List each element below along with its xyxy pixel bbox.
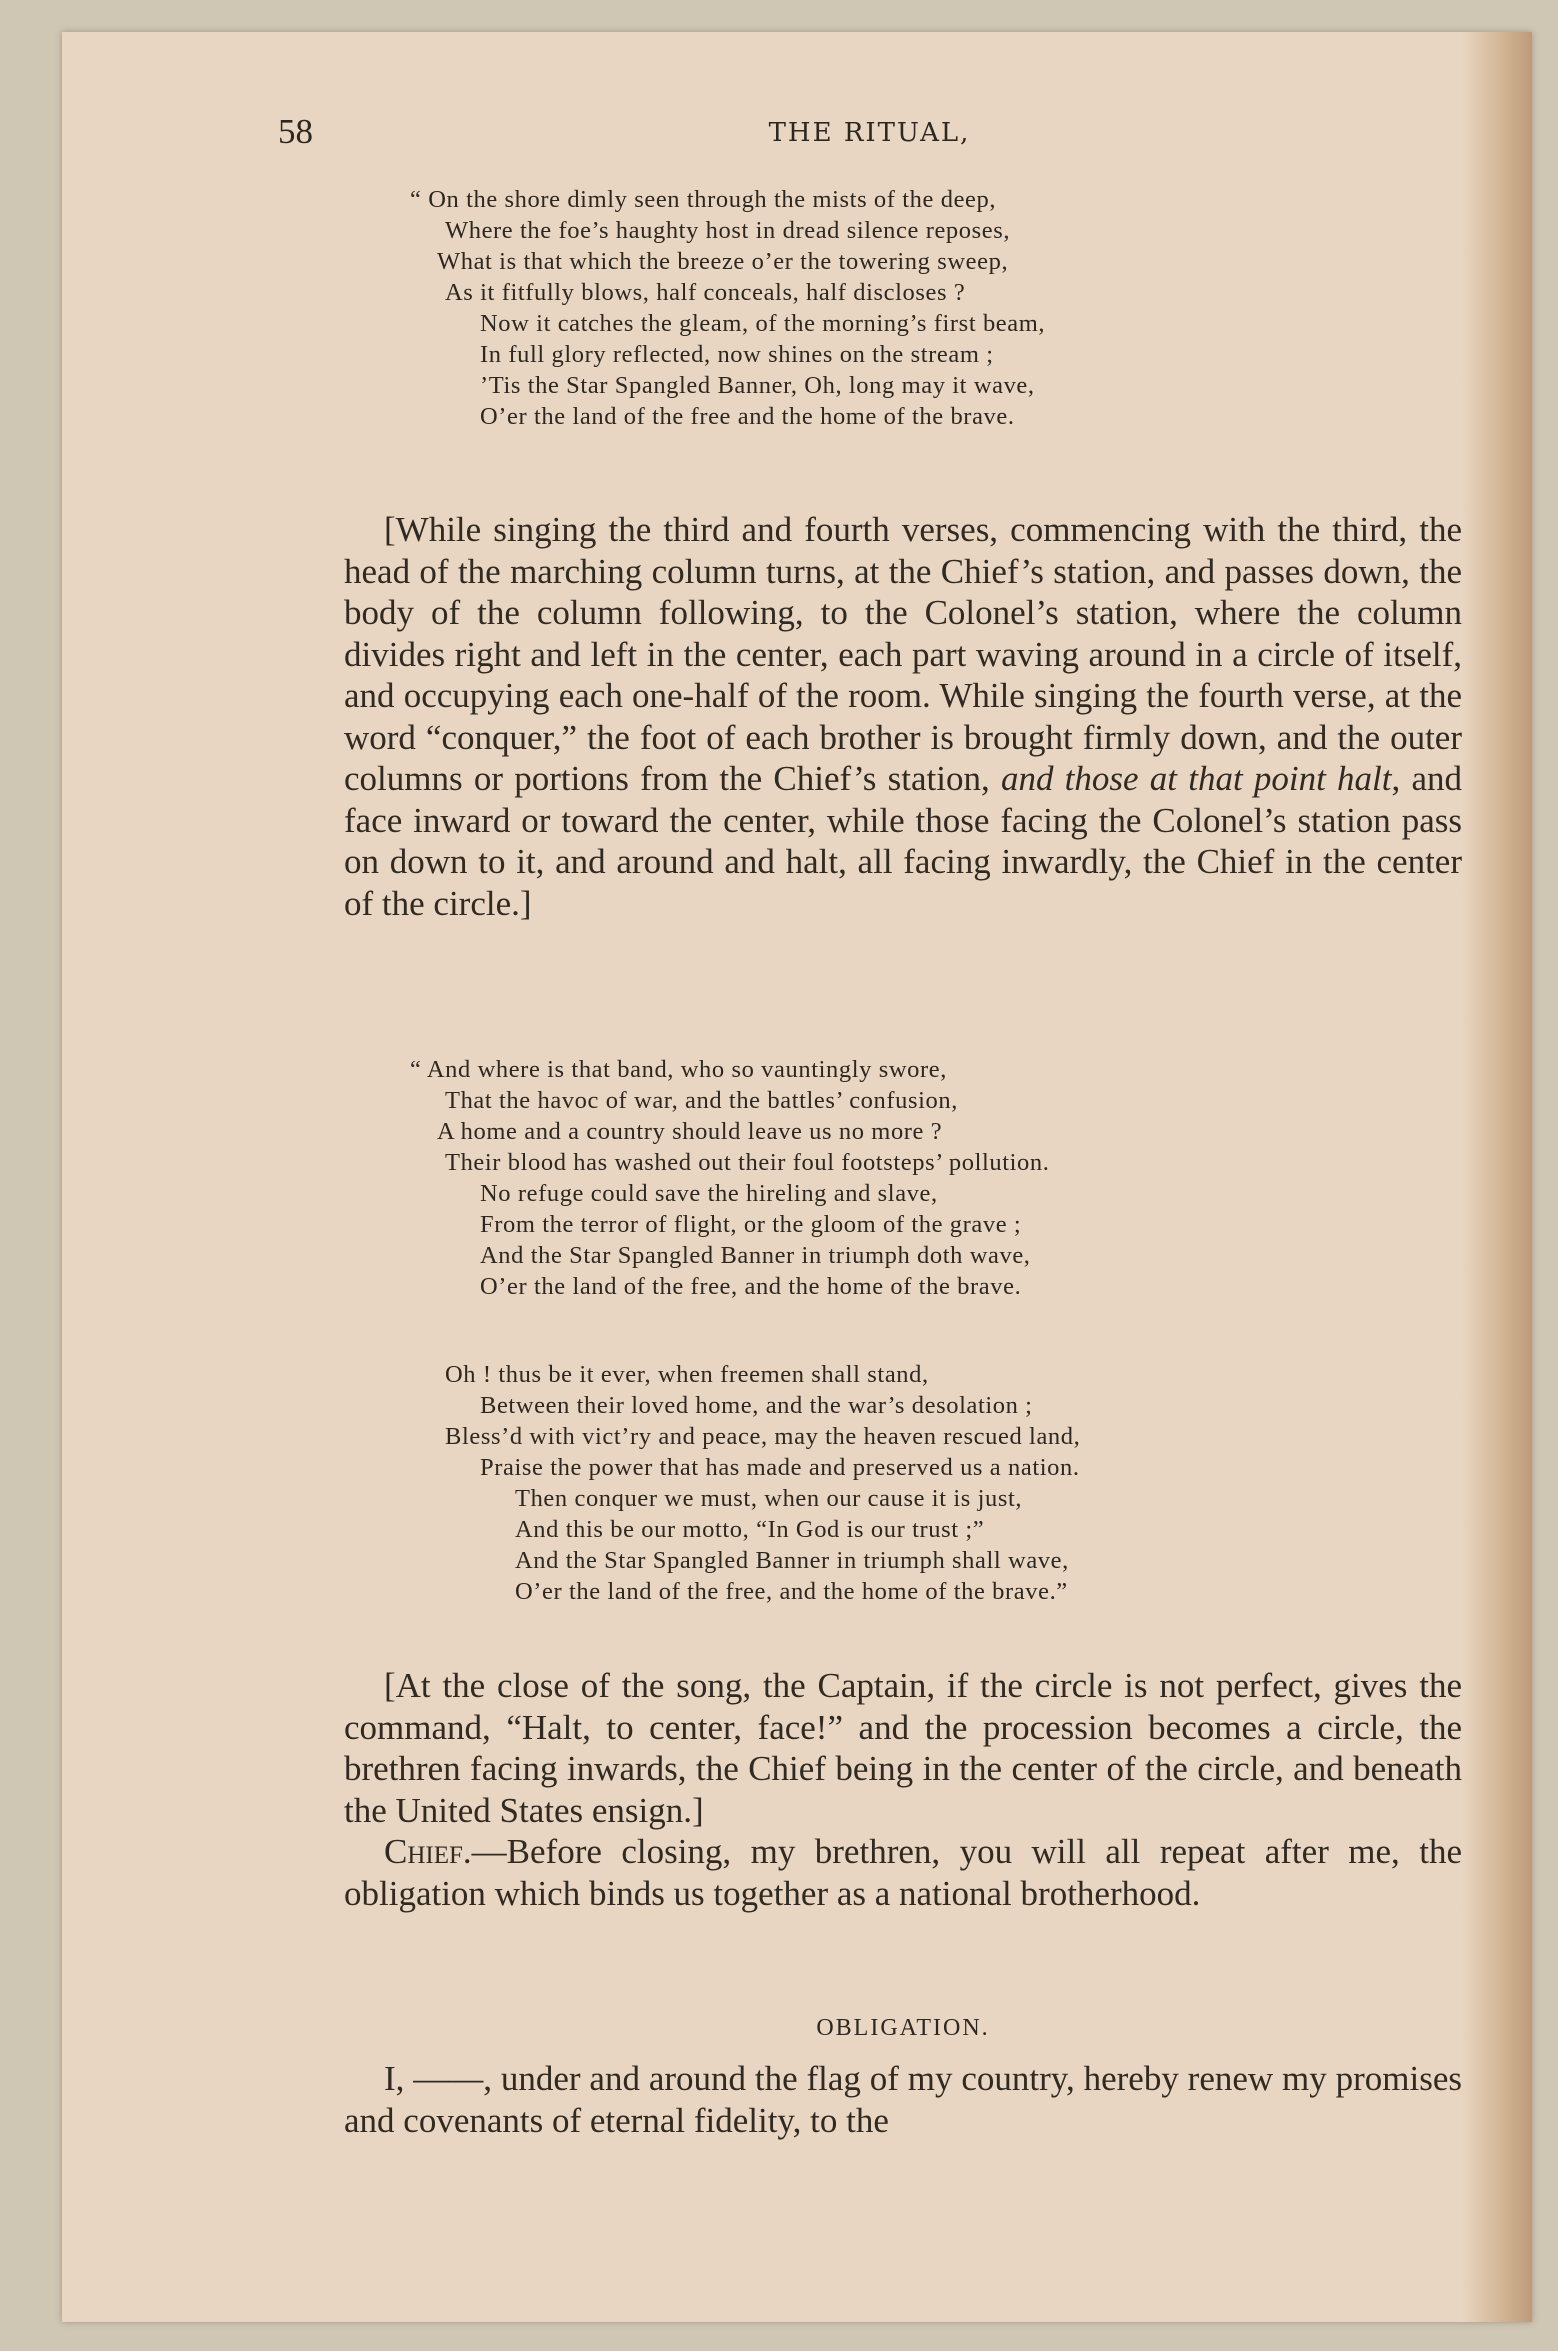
paragraph-text: [While singing the third and fourth verses, commencing with the third, the head of the marching column turns, at the Chief’s station, and passes down, the body of the column following, to the Colonel’s station, where the column divides right and left in the center, each part waving around in a circle of itself, and occupying each one-half of the room. While singing the fourth verse, at the word “conquer,” the foot of each brother is brought firmly down, and the outer columns or portions from the Chief’s station, <box>344 510 1462 798</box>
paragraph: [At the close of the song, the Captain, if the circle is not perfect, gives the command, “Halt, to center, face!” and the procession becomes a circle, the brethren facing inwards, the Chief being in the center of the circle, and beneath the United States ensign.] <box>344 1666 1462 1830</box>
verse-line: That the havoc of war, and the battles’ confusion, <box>445 1087 958 1114</box>
paragraph <box>344 509 1462 924</box>
obligation-text <box>344 2058 1462 2141</box>
page-header <box>278 112 1461 162</box>
paragraph-text: —Before closing, my brethren, you will all repeat after me, the obligation which binds us together as a national brotherhood. <box>344 1832 1462 1913</box>
verse-line: Between their loved home, and the war’s desolation ; <box>480 1392 1033 1419</box>
page-number: 58 <box>278 112 313 151</box>
stage-direction-1 <box>344 509 1462 924</box>
verse-line: A home and a country should leave us no more ? <box>437 1118 943 1145</box>
verse-line: “ And where is that band, who so vauntingly swore, <box>410 1056 947 1083</box>
verse-line: ’Tis the Star Spangled Banner, Oh, long may it wave, <box>480 372 1035 399</box>
italic-text: and those at that point halt <box>1000 759 1392 798</box>
stage-direction-2 <box>344 1665 1462 1914</box>
verse-line: O’er the land of the free, and the home of the brave.” <box>515 1578 1068 1605</box>
verse-line: Praise the power that has made and preserved us a nation. <box>480 1454 1080 1481</box>
verse-line: Oh ! thus be it ever, when freemen shall stand, <box>445 1361 929 1388</box>
paragraph: I, ——, under and around the flag of my country, hereby renew my promises and covenants of eternal fidelity, to the <box>344 2059 1462 2140</box>
stanza-2 <box>410 1054 1049 1302</box>
verse-line: As it fitfully blows, half conceals, half discloses ? <box>445 279 966 306</box>
verse-line: O’er the land of the free, and the home of the brave. <box>480 1273 1022 1300</box>
paragraph <box>344 1831 1462 1914</box>
verse-line: What is that which the breeze o’er the towering sweep, <box>437 248 1009 275</box>
verse-line: Then conquer we must, when our cause it is just, <box>515 1485 1023 1512</box>
obligation-heading: OBLIGATION. <box>816 2015 990 2041</box>
running-title: THE RITUAL, <box>768 118 971 148</box>
verse-line: And the Star Spangled Banner in triumph doth wave, <box>480 1242 1031 1269</box>
verse-line: Now it catches the gleam, of the morning’s first beam, <box>480 310 1046 337</box>
paragraph-text: , and face inward or toward the center, while those facing the Colonel’s station pass on down to it, and around and halt, all facing inwardly, the Chief in the center of the circle.] <box>344 759 1463 923</box>
stanza-1 <box>410 184 1045 432</box>
verse-line: No refuge could save the hireling and slave, <box>480 1180 938 1207</box>
stanza-3 <box>445 1359 1080 1607</box>
verse-line: O’er the land of the free and the home of the brave. <box>480 403 1015 430</box>
verse-line: And the Star Spangled Banner in triumph shall wave, <box>515 1547 1069 1574</box>
verse-line: From the terror of flight, or the gloom of the grave ; <box>480 1211 1022 1238</box>
verse-line: Bless’d with vict’ry and peace, may the heaven rescued land, <box>445 1423 1081 1450</box>
verse-line: “ On the shore dimly seen through the mists of the deep, <box>410 186 997 213</box>
page-edge-shading <box>1462 32 1532 2322</box>
verse-line: In full glory reflected, now shines on the stream ; <box>480 341 994 368</box>
verse-line: Where the foe’s haughty host in dread silence reposes, <box>445 217 1011 244</box>
verse-line: And this be our motto, “In God is our trust ;” <box>515 1516 985 1543</box>
verse-line: Their blood has washed out their foul footsteps’ pollution. <box>445 1149 1050 1176</box>
speaker-name: Chief. <box>384 1832 472 1871</box>
